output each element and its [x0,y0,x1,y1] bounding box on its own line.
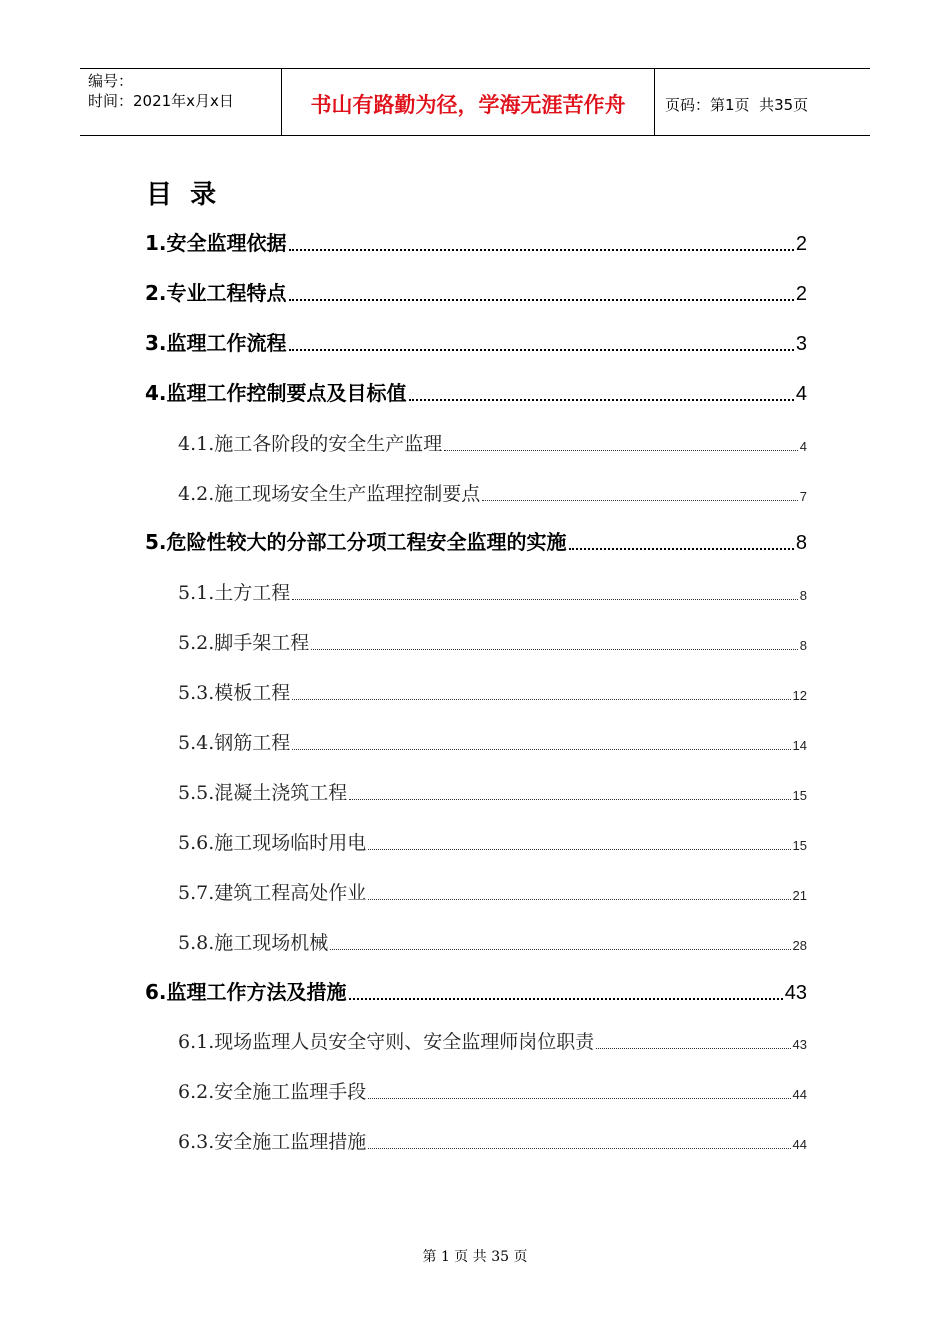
page-footer: 第 1 页 共 35 页 [422,1249,528,1265]
toc-entry-label: 3.监理工作流程 [145,330,287,355]
toc-entry-page: 15 [792,837,807,853]
toc-entry-label: 4.监理工作控制要点及目标值 [145,380,407,405]
toc-entry[interactable] [178,877,807,905]
toc-dot-leader [289,349,794,351]
toc-entry-label: 5.2.脚手架工程 [178,632,310,655]
header-page-info-text: 页码：第1页 共35页 [665,95,809,114]
toc-entry-label: 5.危险性较大的分部工分项工程安全监理的实施 [145,530,567,555]
toc-entry-page: 21 [792,887,807,903]
toc-entry[interactable] [145,328,807,356]
toc-entry-label: 5.5.混凝土浇筑工程 [178,781,348,804]
toc-entry-page: 28 [792,937,807,953]
toc-dot-leader [349,799,790,800]
toc-dot-leader [482,500,798,501]
toc-entry[interactable] [178,1126,807,1154]
toc-entry-label: 6.监理工作方法及措施 [145,979,347,1004]
toc-entry-page: 12 [792,688,807,704]
toc-entry-page: 43 [784,981,807,1004]
toc-dot-leader [444,450,798,451]
toc-entry-label: 4.2.施工现场安全生产监理控制要点 [178,482,481,505]
toc-entry-page: 14 [792,738,807,753]
toc-entry-page: 44 [792,1137,807,1153]
toc-dot-leader [292,699,790,700]
toc-dot-leader [368,1098,790,1099]
toc-entry-label: 2.专业工程特点 [145,280,287,305]
document-number-label: 编号： [88,72,134,90]
toc-entry[interactable] [145,278,807,306]
header-page-info [655,69,870,135]
toc-entry[interactable] [145,378,807,406]
toc-entry-label: 5.6.施工现场临时用电 [178,831,367,854]
toc-dot-leader [289,299,794,301]
toc-entry-label: 5.1.土方工程 [178,582,291,605]
toc-entry-label: 5.8.施工现场机械 [178,931,329,954]
toc-dot-leader [292,749,790,750]
toc-entry[interactable] [178,428,807,456]
toc-entry-label: 6.3.安全施工监理措施 [178,1131,367,1154]
toc-entry-page: 7 [799,488,807,504]
toc-entry-page: 2 [795,233,807,255]
toc-dot-leader [368,1148,790,1149]
toc-entry[interactable] [178,478,807,506]
toc-entry[interactable] [145,527,807,555]
toc-dot-leader [311,649,798,650]
toc-entry-page: 4 [799,438,807,454]
toc-dot-leader [289,249,794,251]
toc-title: 目 录 [146,180,217,210]
toc-entry[interactable] [178,777,807,805]
toc-entry[interactable] [178,577,807,605]
toc-entry-page: 3 [795,332,807,355]
toc-dot-leader [368,849,790,850]
toc-dot-leader [596,1048,790,1049]
toc-entry-label: 6.2.安全施工监理手段 [178,1081,367,1104]
toc-entry[interactable] [178,1026,807,1054]
toc-entry-page: 44 [792,1087,807,1103]
toc-entry[interactable] [178,677,807,705]
toc-entry-label: 5.3.模板工程 [178,682,291,705]
toc-entry-label: 5.7.建筑工程高处作业 [178,881,367,904]
toc-entry[interactable] [178,627,807,655]
toc-entry-label: 6.1.现场监理人员安全守则、安全监理师岗位职责 [178,1031,595,1054]
toc-entry[interactable] [178,827,807,855]
header-meta [80,69,282,135]
toc-entry[interactable] [145,228,807,256]
toc-dot-leader [409,399,794,401]
toc-entry-page: 4 [795,382,807,405]
toc-entry-page: 43 [792,1037,807,1053]
toc-dot-leader [292,599,798,600]
page-header [80,68,870,136]
toc-entry-page: 8 [799,638,807,654]
toc-dot-leader [349,998,783,1000]
toc-entry-page: 15 [792,787,807,803]
toc-dot-leader [330,949,790,950]
toc-entry[interactable] [178,1076,807,1104]
document-date-label: 时间：2021年x月x日 [88,92,234,110]
toc-entry-page: 2 [795,282,807,305]
header-motto: 书山有路勤为径，学海无涯苦作舟 [282,69,655,135]
toc-entry[interactable] [145,977,807,1005]
toc-entry-page: 8 [799,588,807,604]
toc-entry-page: 8 [795,532,807,555]
toc-entry-label: 4.1.施工各阶段的安全生产监理 [178,432,443,455]
toc-entry[interactable] [178,927,807,955]
toc-dot-leader [569,548,794,550]
toc-dot-leader [368,899,790,900]
toc-entry[interactable] [178,727,807,755]
toc-entry-label: 1.安全监理依据 [145,231,287,255]
toc-entry-label: 5.4.钢筋工程 [178,732,291,754]
